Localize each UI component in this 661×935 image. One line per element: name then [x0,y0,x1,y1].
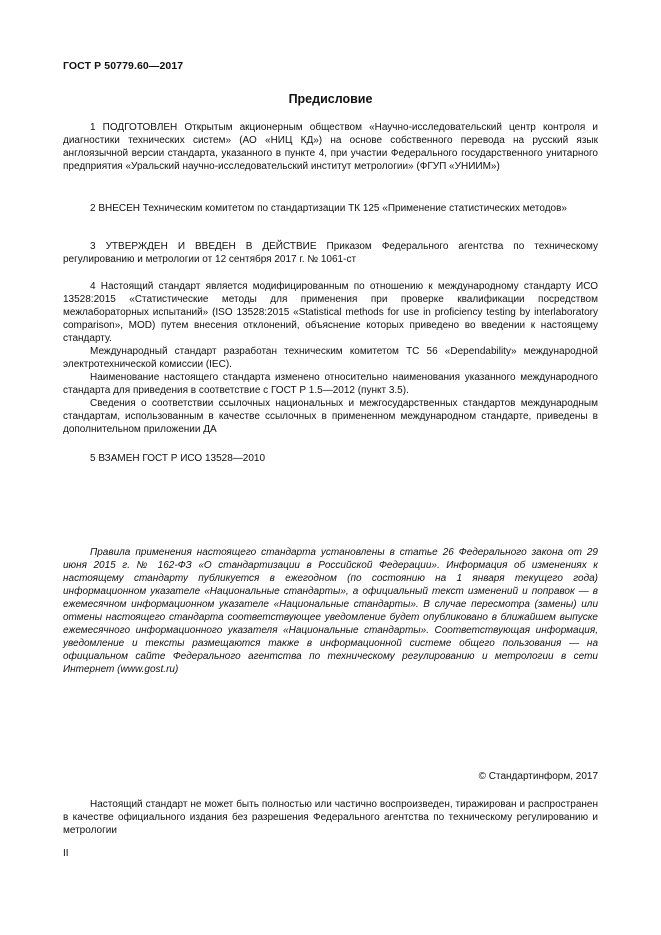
page-title: Предисловие [288,92,373,106]
item-1-text: 1 ПОДГОТОВЛЕН Открытым акционерным обществом «Научно-исследовательский центр контроля и диагностики технических систем» (АО «НИЦ КД») на основе собственного перевода на русский язык англоязычной версии стандарта, указанного в пункте 4, при участии Федерального государственного унитарного предприятия «Уральский научно-исследовательский институт метрологии» (ФГУП «УНИИМ») [63,122,598,172]
foreword-item-2 [63,202,598,215]
rules-notice-text: Правила применения настоящего стандарта установлены в статье 26 Федерального закона от 29 июня 2015 г. № 162-ФЗ «О стандартизации в Российской Федерации». Информация об изменениях к настоящему стандарту публикуется в ежегодном (по состоянию на 1 января текущего года) информационном указателе «Национальные стандарты», а официальный текст изменений и поправок — в ежемесячном информационном указателе «Национальные стандарты». В случае пересмотра (замены) или отмены настоящего стандарта соответствующее уведомление будет опубликовано в ближайшем выпуске ежемесячного информационного указателя «Национальные стандарты». Соответствующая информация, уведомление и тексты размещаются также в информационной системе общего пользования — на официальном сайте Федерального агентства по техническому регулированию и метрологии в сети Интернет (www.gost.ru) [63,547,598,675]
item-4-paragraph-1: 4 Настоящий стандарт является модифицированным по отношению к международному стандарту ИСО 13528:2015 «Статистические методы для применения при проверке квалификации посредством межлабораторных испытаний» (ISO 13528:2015 «Statistical methods for use in proficiency testing by interlaboratory comparison», MOD) путем внесения отклонений, объяснение которых приведено во введении к настоящему стандарту. [63,281,598,344]
item-4-paragraph-3: Наименование настоящего стандарта изменено относительно наименования указанного международного стандарта для приведения в соответствие с ГОСТ Р 1.5—2012 (пункт 3.5). [63,372,598,396]
item-5-text: 5 ВЗАМЕН ГОСТ Р ИСО 13528—2010 [90,453,266,464]
item-4-paragraph-4: Сведения о соответствии ссылочных национальных и межгосударственных стандартов международным стандартам, использованным в качестве ссылочных в примененном международном стандарте, приведены в дополнительном приложении ДА [63,398,598,435]
page-number: II [63,848,69,859]
copyright-line: © Стандартинформ, 2017 [478,771,598,782]
item-4-paragraph-2: Международный стандарт разработан техническим комитетом ТС 56 «Dependability» международной электротехнической комиссии (IEC). [63,346,598,370]
item-3-text: 3 УТВЕРЖДЕН И ВВЕДЕН В ДЕЙСТВИЕ Приказом Федерального агентства по техническому регулированию и метрологии от 12 сентября 2017 г. № 1061-ст [63,241,598,265]
foreword-item-5 [63,452,598,465]
item-2-text: 2 ВНЕСЕН Техническим комитетом по стандартизации ТК 125 «Применение статистических методов» [90,203,567,214]
reproduction-notice [63,798,598,837]
foreword-item-3 [63,240,598,266]
foreword-item-4 [63,280,598,436]
reproduction-notice-text: Настоящий стандарт не может быть полностью или частично воспроизведен, тиражирован и распространен в качестве официального издания без разрешения Федерального агентства по техническому регулированию и метрологии [63,799,598,836]
foreword-item-1 [63,121,598,173]
standard-code: ГОСТ Р 50779.60—2017 [63,60,184,72]
rules-notice [63,546,598,676]
